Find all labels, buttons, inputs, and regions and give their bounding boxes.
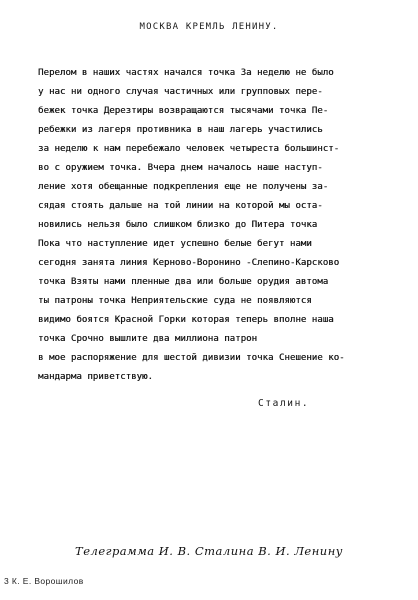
telegram-line: ление хотя обещанные подкрепления еще не получены за- — [38, 182, 329, 192]
telegram-body — [38, 64, 414, 387]
telegram-line: ребежки из лагеря противника в наш лагерь участились — [38, 125, 323, 135]
telegram-line: за неделю к нам перебежало человек четыреста большинст- — [38, 144, 340, 154]
signature: Сталин. — [258, 398, 310, 409]
telegram-title: МОСКВА КРЕМЛЬ ЛЕНИНУ. — [139, 22, 279, 32]
telegram-line: новились нельзя было слишком близко до Питера точка — [38, 220, 318, 230]
telegram-line: во с оружием точка. Вчера днем началось наше наступ- — [38, 163, 323, 173]
telegram-line: точка Срочно вышлите два миллиона патрон — [38, 334, 257, 344]
telegram-line: в мое распоряжение для шестой дивизии точка Снешение ко- — [38, 353, 345, 363]
telegram-line: ты патроны точка Неприятельские суда не появляются — [38, 296, 312, 306]
telegram-line: точка Взяты нами пленные два или больше орудия автома — [38, 277, 329, 287]
telegram-line: бежек точка Дерезтиры возвращаются тысячами точка Пе- — [38, 106, 329, 116]
telegram-line: сядая стоять дальше на той линии на которой мы оста- — [38, 201, 323, 211]
telegram-line: сегодня занята линия Керново-Воронино -Слепино-Карсково — [38, 258, 340, 268]
telegram-line: у нас ни одного случая частичных или групповых пере- — [38, 87, 323, 97]
page-footnote: 3 К. Е. Ворошилов — [4, 576, 84, 586]
telegram-line: Пока что наступление идет успешно белые бегут нами — [38, 239, 312, 249]
telegram-line: Перелом в наших частях начался точка За неделю не было — [38, 68, 334, 78]
photo-caption: Телеграмма И. В. Сталина В. И. Ленину — [75, 544, 343, 558]
telegram-line: видимо боятся Красной Горки которая теперь вполне наша — [38, 315, 334, 325]
telegram-line: мандарма приветствую. — [38, 372, 153, 382]
